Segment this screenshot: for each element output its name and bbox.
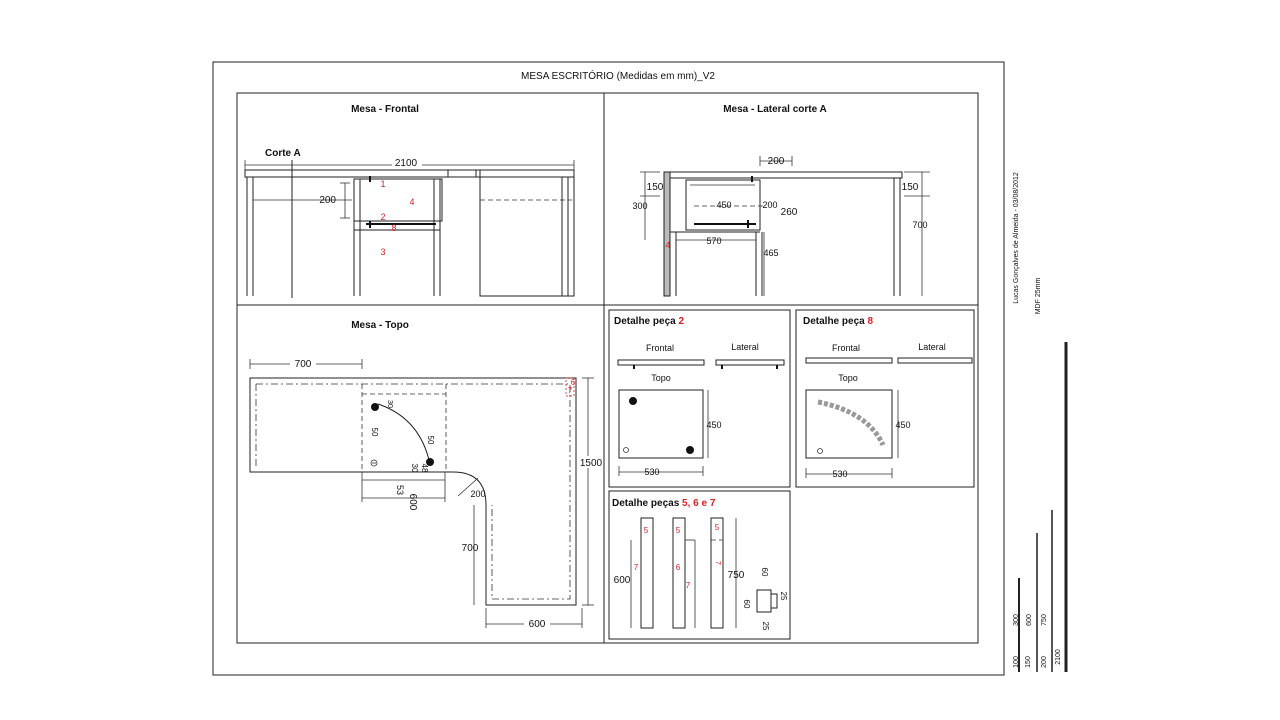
detail-2-title-prefix: Detalhe peça xyxy=(614,316,676,327)
scale-label-150: 150 xyxy=(1025,656,1032,668)
detail-piece-8 xyxy=(796,310,974,487)
topo-title: Mesa - Topo xyxy=(351,320,409,331)
detail-8-label-lateral: Lateral xyxy=(918,342,946,352)
detail-2-label-topo: Topo xyxy=(651,373,671,383)
lateral-height-dim: 700 xyxy=(912,220,928,230)
piece-label-3: 3 xyxy=(380,247,386,257)
scale-label-300: 300 xyxy=(1013,614,1020,626)
topo-piece-7: 7 xyxy=(567,386,573,395)
scale-label-600: 600 xyxy=(1026,614,1033,626)
topo-dim-c: 50 xyxy=(426,435,435,445)
frontal-view xyxy=(245,104,574,298)
scale-label-2100: 2100 xyxy=(1055,649,1062,665)
detail-8-title xyxy=(803,316,873,327)
frontal-width-dim: 2100 xyxy=(394,158,418,169)
topo-dim-f: 53 xyxy=(395,484,405,496)
scale-label-100: 100 xyxy=(1013,656,1020,668)
detail-2-height-dim: 450 xyxy=(706,420,722,430)
topo-bottom-width-dim: 600 xyxy=(528,619,546,630)
topo-radius-dim: 200 xyxy=(470,489,486,499)
detail-2-width-dim: 530 xyxy=(644,467,660,477)
detail-567-h750: 750 xyxy=(727,570,745,581)
lateral-top-dim: 200 xyxy=(767,156,785,167)
lateral-drawer-width-dim: 450 xyxy=(716,200,732,210)
detail-8-height-dim: 450 xyxy=(895,420,911,430)
detail-8-label-topo: Topo xyxy=(838,373,858,383)
detail-8-title-prefix: Detalhe peça xyxy=(803,316,865,327)
lateral-left-upper-dim: 150 xyxy=(646,182,664,193)
topo-dim-a: 30 xyxy=(386,400,393,408)
frontal-title: Mesa - Frontal xyxy=(351,104,419,115)
detail-567-title-prefix: Detalhe peças xyxy=(612,498,680,509)
detail-567-d60b: 60 xyxy=(742,599,751,609)
detail-2-piece: 2 xyxy=(678,316,685,327)
scale-bar xyxy=(1013,342,1066,672)
topo-dim-d: 30 xyxy=(410,463,419,473)
section-label: Corte A xyxy=(265,148,301,159)
lateral-inner-dim: 570 xyxy=(706,236,722,246)
detail-8-label-frontal: Frontal xyxy=(831,343,861,353)
topo-left-dim: 700 xyxy=(294,359,312,370)
detail-8-width-dim: 530 xyxy=(832,469,848,479)
detail-567-d25a: 25 xyxy=(779,591,788,601)
col2-piece-6: 6 xyxy=(675,563,681,572)
detail-567-d25b: 25 xyxy=(761,621,770,631)
author-date: Lucas Gonçalves de Almeida - 03/08/2012 xyxy=(1013,172,1020,304)
material: MDF 25mm xyxy=(1035,277,1042,315)
lateral-right-upper-dim: 150 xyxy=(901,182,919,193)
piece-label-4: 4 xyxy=(409,197,415,207)
lateral-view xyxy=(632,104,930,296)
col3-piece-7: 7 xyxy=(714,561,721,565)
detail-567-d60a: 60 xyxy=(760,567,769,577)
col2-piece-7: 7 xyxy=(685,581,691,590)
col2-piece-5: 5 xyxy=(675,526,681,535)
lateral-title: Mesa - Lateral corte A xyxy=(723,104,827,115)
topo-view xyxy=(250,320,603,630)
detail-pieces-567 xyxy=(609,491,790,639)
col3-piece-5: 5 xyxy=(714,523,720,532)
detail-567-pieces-label: 5, 6 e 7 xyxy=(682,498,716,509)
scale-label-200: 200 xyxy=(1041,656,1048,668)
lateral-piece-label: 4 xyxy=(665,240,671,250)
topo-dim-b: 50 xyxy=(370,427,379,437)
lateral-left-height-dim: 300 xyxy=(632,201,648,211)
detail-8-piece: 8 xyxy=(867,316,874,327)
col1-piece-5: 5 xyxy=(643,526,649,535)
scale-label-750: 750 xyxy=(1041,614,1048,626)
sheet-title: MESA ESCRITÓRIO (Medidas em mm)_V2 xyxy=(521,71,715,82)
lateral-lower-dim: 465 xyxy=(763,248,779,258)
col1-piece-7: 7 xyxy=(633,563,639,572)
detail-567-h600: 600 xyxy=(613,575,631,586)
lateral-drawer-height-dim: 200 xyxy=(762,200,778,210)
piece-label-2: 2 xyxy=(380,212,386,222)
detail-2-label-frontal: Frontal xyxy=(645,343,675,353)
topo-depth-dim: 1500 xyxy=(579,458,603,469)
lateral-drawer-depth-dim: 260 xyxy=(780,207,798,218)
detail-2-label-lateral: Lateral xyxy=(731,342,759,352)
detail-567-title xyxy=(612,498,716,509)
topo-piece-6: 6 xyxy=(570,378,576,387)
piece-label-1: 1 xyxy=(380,179,386,189)
frontal-drawer-dim: 200 xyxy=(319,195,336,206)
panel-frame xyxy=(237,93,978,643)
topo-leg-length-dim: 700 xyxy=(461,543,479,554)
detail-2-title xyxy=(614,316,684,327)
detail-piece-2 xyxy=(609,310,790,487)
piece-label-8: 8 xyxy=(391,223,397,233)
topo-width-dim: 600 xyxy=(407,493,418,511)
topo-dim-e: 48 xyxy=(420,463,429,473)
